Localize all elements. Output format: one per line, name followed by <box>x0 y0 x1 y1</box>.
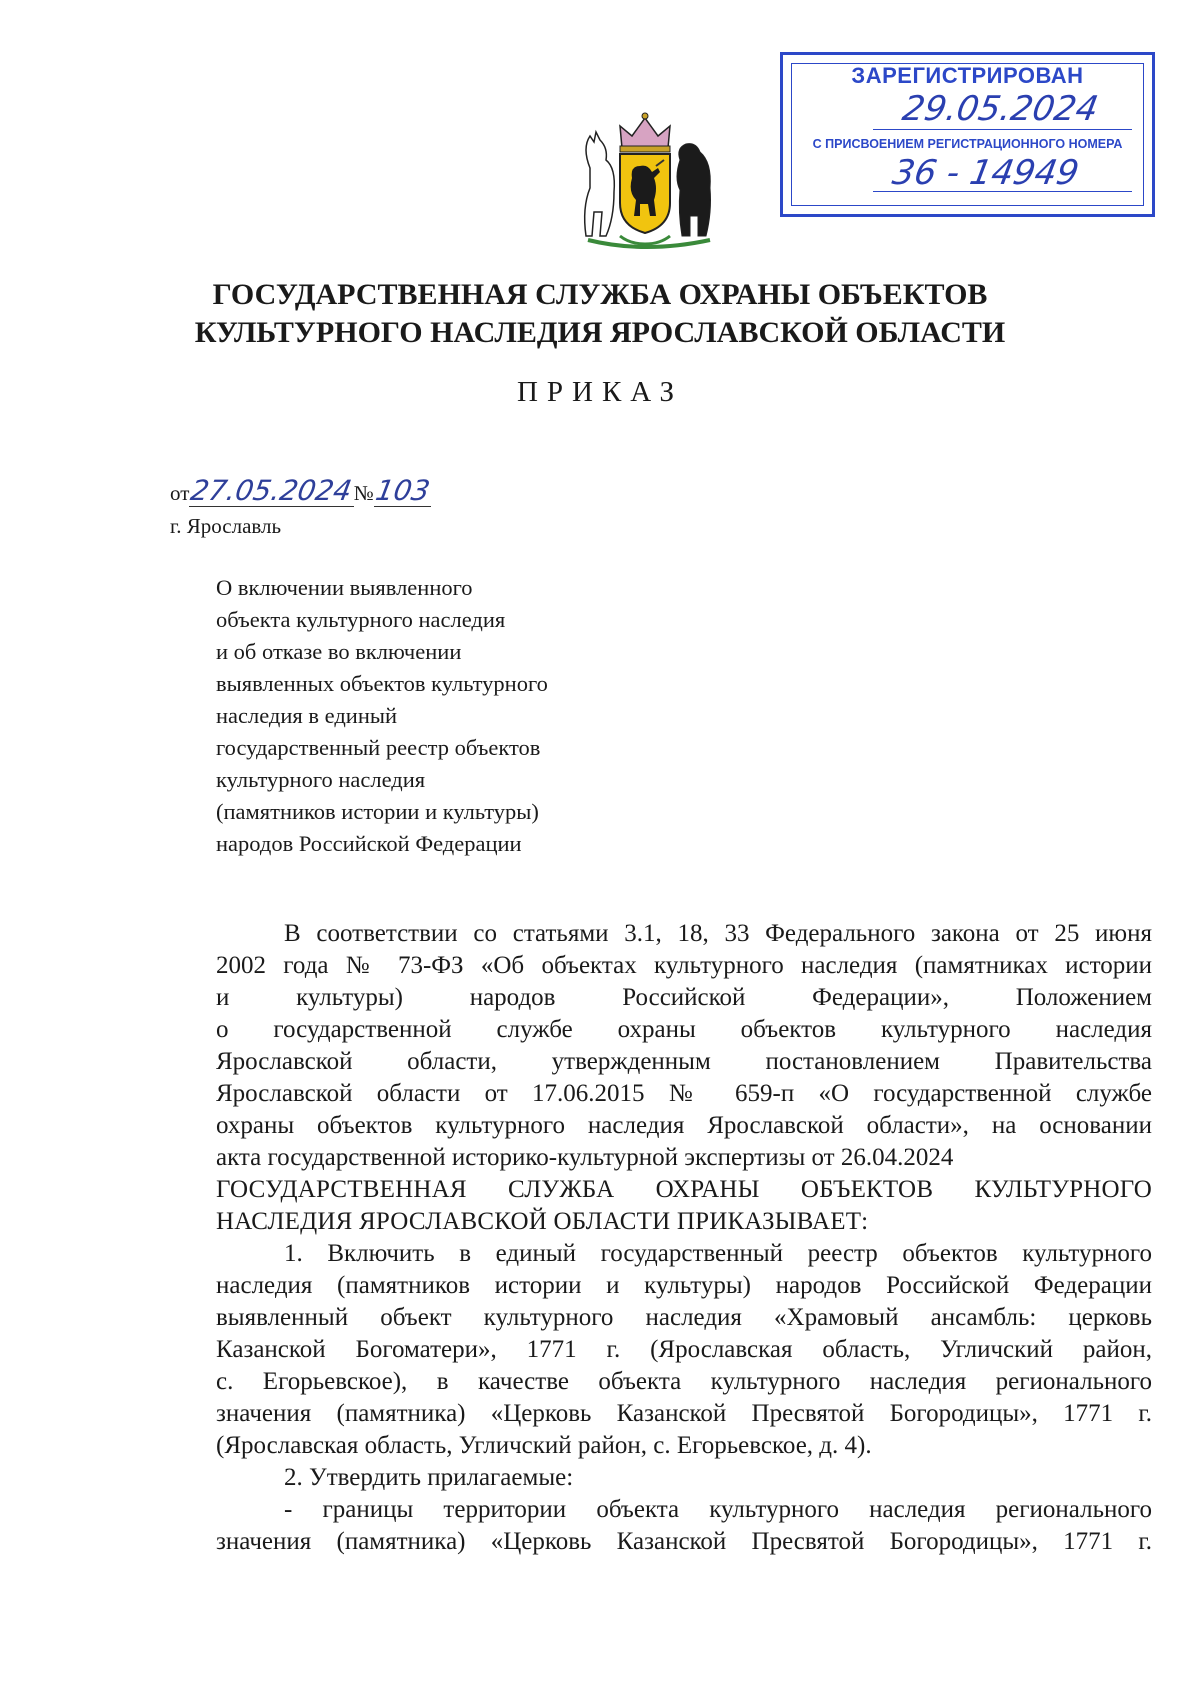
preamble-line: В соответствии со статьями 3.1, 18, 33 Федерального закона от 25 июня <box>284 920 1152 947</box>
subject-line: и об отказе во включении <box>216 639 462 664</box>
order-date: 27.05.2024 <box>188 474 355 507</box>
orders-statement <box>216 1174 1152 1238</box>
subject-line: наследия в единый <box>216 703 398 728</box>
subject-line: государственный реестр объектов <box>216 735 541 760</box>
subject-line: (памятников истории и культуры) <box>216 799 539 824</box>
order-from-label: от <box>170 481 190 505</box>
registration-stamp <box>780 52 1155 217</box>
item1-line: наследия (памятников истории и культуры) народов Российской Федерации <box>216 1272 1152 1299</box>
preamble-line: Ярославской области от 17.06.2015 № 659-п «О государственной службе <box>216 1080 1152 1107</box>
organization-title-line2: КУЛЬТУРНОГО НАСЛЕДИЯ ЯРОСЛАВСКОЙ ОБЛАСТИ <box>194 316 1006 349</box>
order-city: г. Ярославль <box>170 514 282 538</box>
orders-line: ГОСУДАРСТВЕННАЯ СЛУЖБА ОХРАНЫ ОБЪЕКТОВ КУЛЬТУРНОГО <box>216 1176 1152 1203</box>
yaroslavl-coat-of-arms-icon <box>560 108 730 258</box>
stamp-date: 29.05.2024 <box>899 89 1102 129</box>
subject-line: объекта культурного наследия <box>216 607 506 632</box>
organization-title <box>0 276 1200 352</box>
stamp-title: ЗАРЕГИСТРИРОВАН <box>851 63 1084 88</box>
preamble-line: охраны объектов культурного наследия Ярославской области», на основании <box>216 1112 1152 1139</box>
item1-line: выявленный объект культурного наследия «Храмовый ансамбль: церковь <box>216 1304 1152 1331</box>
item1-line: (Ярославская область, Угличский район, с. Егорьевское, д. 4). <box>216 1432 872 1459</box>
order-number-label: № <box>353 481 374 505</box>
stamp-registration-number: 36 - 14949 <box>889 153 1082 193</box>
subject-line: О включении выявленного <box>216 575 473 600</box>
item1-line: с. Егорьевское), в качестве объекта культурного наследия регионального <box>216 1368 1152 1395</box>
order-item-1 <box>216 1238 1152 1462</box>
subject-line: культурного наследия <box>216 767 426 792</box>
stamp-subtitle: С ПРИСВОЕНИЕМ РЕГИСТРАЦИОННОГО НОМЕРА <box>812 137 1123 151</box>
item1-line: 1. Включить в единый государственный реестр объектов культурного <box>284 1240 1152 1267</box>
subject-line: народов Российской Федерации <box>216 831 522 856</box>
stamp-number-underline <box>873 191 1132 192</box>
order-subject <box>216 572 548 860</box>
order-number: 103 <box>372 474 433 507</box>
preamble-paragraph <box>216 918 1152 1174</box>
document-type: ПРИКАЗ <box>516 376 684 408</box>
subject-line: выявленных объектов культурного <box>216 671 548 696</box>
organization-title-line1: ГОСУДАРСТВЕННАЯ СЛУЖБА ОХРАНЫ ОБЪЕКТОВ <box>212 278 988 311</box>
preamble-line: акта государственной историко-культурной экспертизы от 26.04.2024 <box>216 1144 954 1171</box>
stamp-date-underline <box>873 129 1132 130</box>
preamble-line: Ярославской области, утвержденным постановлением Правительства <box>216 1048 1152 1075</box>
item2-sub-line: - границы территории объекта культурного наследия регионального <box>284 1496 1152 1523</box>
item2-line: 2. Утвердить прилагаемые: <box>284 1464 574 1491</box>
preamble-line: о государственной службе охраны объектов культурного наследия <box>216 1016 1152 1043</box>
order-item-2-subitem <box>216 1494 1152 1558</box>
orders-line: НАСЛЕДИЯ ЯРОСЛАВСКОЙ ОБЛАСТИ ПРИКАЗЫВАЕТ: <box>216 1208 869 1235</box>
item1-line: значения (памятника) «Церковь Казанской Пресвятой Богородицы», 1771 г. <box>216 1400 1152 1427</box>
preamble-line: 2002 года № 73-ФЗ «Об объектах культурного наследия (памятниках истории <box>216 952 1152 979</box>
order-body <box>216 918 1152 1558</box>
item2-sub-line: значения (памятника) «Церковь Казанской Пресвятой Богородицы», 1771 г. <box>216 1528 1152 1555</box>
item1-line: Казанской Богоматери», 1771 г. (Ярославская область, Угличский район, <box>216 1336 1152 1363</box>
preamble-line: и культуры) народов Российской Федерации», Положением <box>216 984 1152 1011</box>
order-date-number-line <box>170 474 433 507</box>
order-item-2 <box>216 1462 1152 1494</box>
